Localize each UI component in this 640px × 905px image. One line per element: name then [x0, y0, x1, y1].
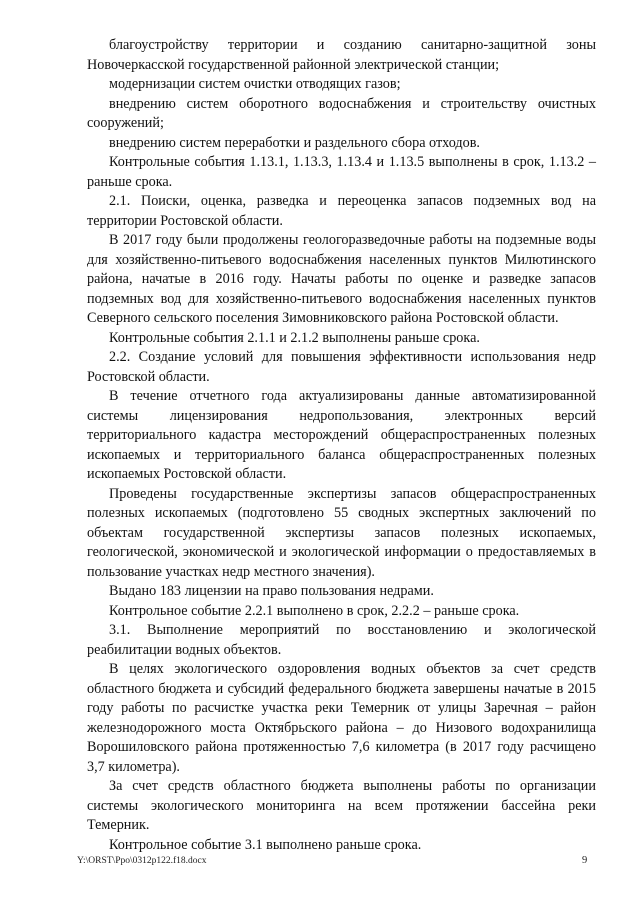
paragraph-state-expertise: Проведены государственные экспертизы запасов общераспространенных полезных ископаемых (подготовлено 55 сводных экспертных заключений по объектам государственной экспертизы запасов полезных ископаемых, геологической, экономической и экологической информации о предоставляемых в пользование участках недр местного значения). [87, 485, 596, 580]
paragraph-list-item-water-supply: внедрению систем оборотного водоснабжения и строительству очистных сооружений; [87, 95, 596, 131]
paragraph-control-events-2-1: Контрольные события 2.1.1 и 2.1.2 выполнены раньше срока. [109, 329, 480, 346]
paragraph-licenses-issued: Выдано 183 лицензии на право пользования недрами. [109, 583, 434, 599]
paragraph-control-events-1-13: Контрольные события 1.13.1, 1.13.3, 1.13.4 и 1.13.5 выполнены в срок, 1.13.2 – раньше срока. [87, 154, 596, 190]
paragraph-list-item-improvement: благоустройству территории и созданию санитарно-защитной зоны Новочеркасской государственной районной электрической станции; [87, 37, 596, 73]
paragraph-groundwater-exploration: В 2017 году были продолжены геологоразведочные работы на подземные воды для хозяйственно-питьевого водоснабжения населенных пунктов Милютинского района, начатые в 2016 году. Начаты работы по оценке и разведке запасов подземных вод для хозяйственно-питьевого водоснабжения населенных пунктов Северного сельского поселения Зимовниковского района Ростовской области. [87, 232, 596, 326]
document-body [87, 36, 596, 855]
paragraph-temernik-cleanup: В целях экологического оздоровления водных объектов за счет средств областного бюджета и субсидий федерального бюджета завершены начатые в 2015 году работы по расчистке участка реки Темерник от улицы Заречная – район железнодорожного моста Октябрьского района – до Низового водохранилища Ворошиловского района протяженностью 7,6 километра (в 2017 году расчищено 3,7 километра). [87, 661, 596, 775]
page-number: 9 [582, 855, 588, 866]
footer-file-path: Y:\ORST\Ppo\0312p122.f18.docx [77, 856, 207, 866]
section-heading-2-1: 2.1. Поиски, оценка, разведка и переоценка запасов подземных вод на территории Ростовской области. [87, 193, 596, 229]
section-heading-3-1: 3.1. Выполнение мероприятий по восстановлению и экологической реабилитации водных объектов. [87, 622, 596, 658]
paragraph-monitoring-system: За счет средств областного бюджета выполнены работы по организации системы экологического мониторинга на всем протяжении бассейна реки Темерник. [87, 778, 596, 833]
paragraph-list-item-gas-cleaning: модернизации систем очистки отводящих газов; [109, 76, 401, 92]
paragraph-control-events-2-2: Контрольное событие 2.2.1 выполнено в срок, 2.2.2 – раньше срока. [109, 602, 520, 619]
section-heading-2-2: 2.2. Создание условий для повышения эффективности использования недр Ростовской области. [87, 349, 596, 385]
paragraph-control-event-3-1: Контрольное событие 3.1 выполнено раньше срока. [109, 836, 422, 853]
paragraph-licensing-system: В течение отчетного года актуализированы данные автоматизированной системы лицензирования недропользования, электронных версий территориального кадастра месторождений общераспространенных полезных ископаемых и территориального баланса общераспространенных полезных ископаемых Ростовской области. [87, 388, 596, 482]
paragraph-list-item-waste: внедрению систем переработки и раздельного сбора отходов. [109, 134, 480, 151]
